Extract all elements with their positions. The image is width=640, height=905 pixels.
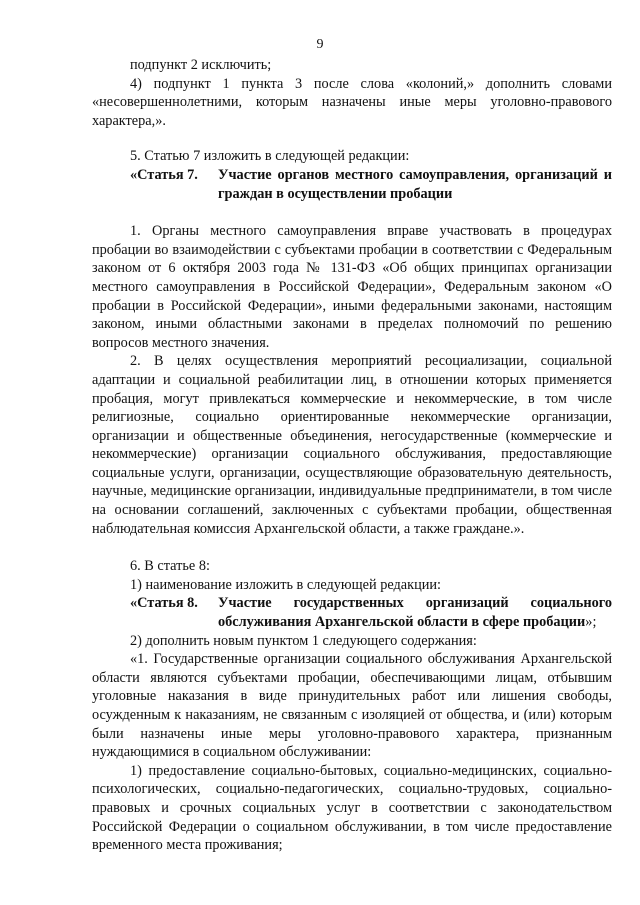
article-8-label: «Статья 8.	[130, 595, 198, 612]
paragraph-article-7-part-2: 2. В целях осуществления мероприятий ресоциализации, социальной адаптации и социальной реабилитации лиц, в отношении которых применяется пробация, могут привлекаться коммерческие и некоммерческие, в том числе религиозные, социально ориентированные некоммерческие организации, организации и общественные объединения, негосударственные (коммерческие и некоммерческие) организации социального обслуживания, предоставляющие социальные услуги, организации, осуществляющие образовательную деятельность, научные, медицинские организации, индивидуальные предприниматели, в том числе на основании соглашений, заключенных с субъектами пробации, общественная наблюдательная комиссия Архангельской области, а также граждане.».	[92, 353, 612, 537]
paragraph-article-8-intro: 6. В статье 8:	[130, 558, 210, 575]
article-7-title: Участие органов местного самоуправления, организаций и граждан в осуществлении пробации	[218, 166, 612, 202]
article-8-title-tail: »;	[585, 614, 597, 631]
paragraph-article-7-part-1: 1. Органы местного самоуправления вправе участвовать в процедурах пробации во взаимодействии с субъектами пробации в соответствии с Федеральным законом от 6 октября 2003 года № 131-ФЗ «Об общих принципах организации местного самоуправления в Российской Федерации», Федеральным законом «О пробации в Российской Федерации», иными федеральными законами, настоящим законом, иными областными законами в пределах полномочий по решению вопросов местного значения.	[92, 223, 612, 351]
article-7-label: «Статья 7.	[130, 166, 198, 183]
paragraph-subpoint-4: 4) подпункт 1 пункта 3 после слова «колоний,» дополнить словами «несовершеннолетними, которым назначены иные меры уголовно-правового характера,».	[92, 75, 612, 129]
article-8-title-block	[218, 594, 612, 631]
document-body	[92, 56, 612, 855]
paragraph-article-8-add-point: 2) дополнить новым пунктом 1 следующего содержания:	[130, 632, 477, 649]
article-8-title: Участие государственных организаций социального обслуживания Архангельской области в сфере пробации	[218, 595, 612, 631]
paragraph-article-8-subpoint-1: 1) предоставление социально-бытовых, социально-медицинских, социально-психологических, социально-педагогических, социально-трудовых, социально-правовых и срочных социальных услуг в соответствии с законодательством Российской Федерации о социальном обслуживании, в том числе предоставление временного места проживания;	[92, 762, 612, 854]
paragraph-article-8-point-1: «1. Государственные организации социального обслуживания Архангельской области являются субъектами пробации, обеспечивающими лицам, отбывшим уголовные наказания в виде принудительных работ или лишения свободы, осужденным к наказаниям, не связанным с изоляцией от общества, и (или) которым были назначены иные меры уголовно-правового характера, признанным нуждающимися в социальном обслуживании:	[92, 651, 612, 761]
article-8-heading	[92, 594, 612, 631]
paragraph-article-7-intro: 5. Статью 7 изложить в следующей редакции:	[130, 148, 410, 165]
page-number: 9	[316, 37, 324, 52]
article-7-heading	[92, 166, 612, 203]
paragraph-article-8-name: 1) наименование изложить в следующей редакции:	[130, 576, 441, 593]
paragraph-subpoint-2-delete: подпункт 2 исключить;	[130, 57, 272, 73]
